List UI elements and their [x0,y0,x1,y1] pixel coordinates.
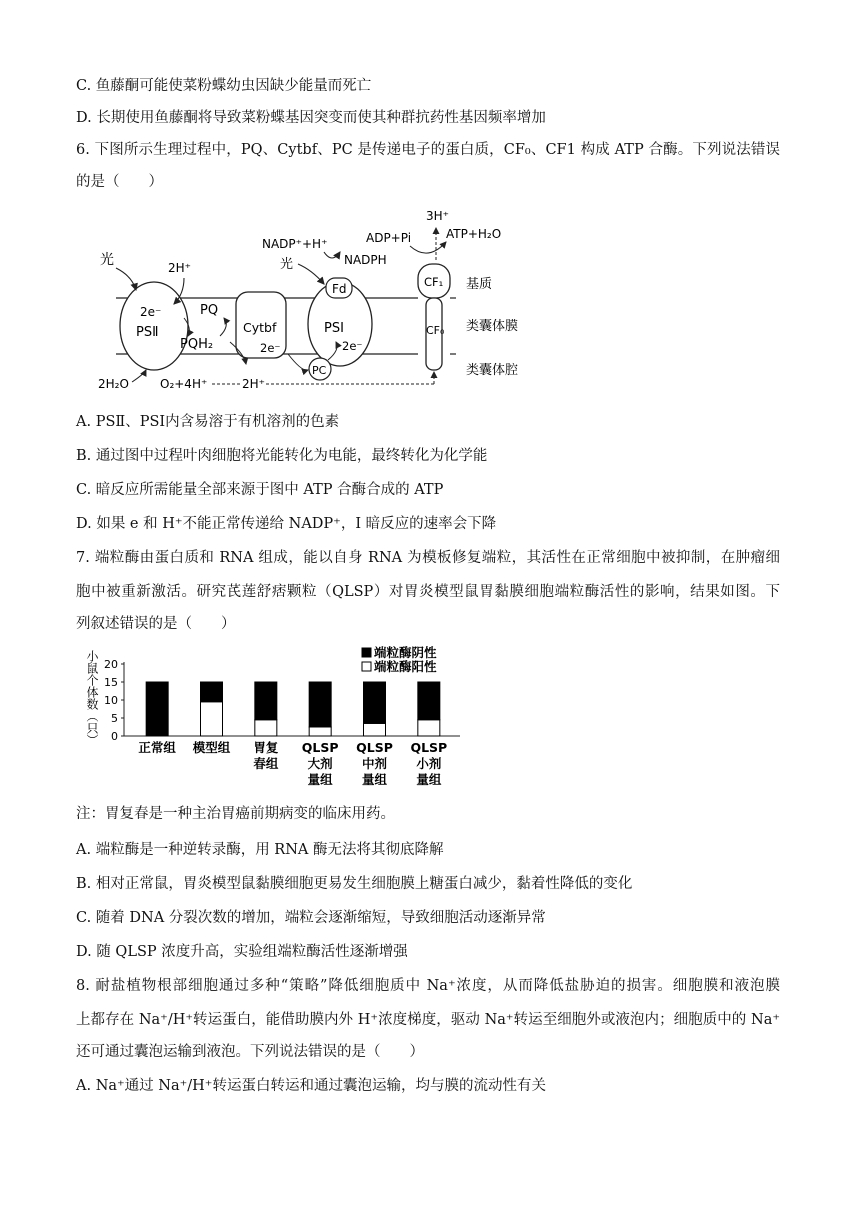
x-tick-label: 模型组 [192,740,231,755]
bar-segment-端粒酶阴性 [364,682,386,723]
x-tick-label: QLSP [301,740,339,755]
bar-segment-端粒酶阳性 [364,723,386,736]
bar-segment-端粒酶阴性 [201,682,223,702]
option-d: D. 随 QLSP 浓度升高，实验组端粒酶活性逐渐增强 [76,944,408,960]
text-line: D. 长期使用鱼藤酮将导致菜粉蝶基因突变而使其种群抗药性基因频率增加 [76,110,546,126]
bar-segment-端粒酶阳性 [255,720,277,736]
x-tick-label: QLSP [356,740,393,755]
option-a: A. PSⅡ、PSⅠ内含易溶于有机溶剂的色素 [76,414,340,430]
legend-swatch [362,662,371,671]
label-cytbf: Cytbf [243,320,277,335]
label-2h-top: 2H⁺ [168,261,191,275]
legend-label: 端粒酶阳性 [374,659,437,674]
x-tick-label: 量组 [307,772,333,787]
legend-label: 端粒酶阴性 [374,645,437,660]
label-pqh2: PQH₂ [180,337,214,352]
y-tick-label: 10 [104,694,118,707]
label-pq: PQ [200,303,219,318]
legend-swatch [362,648,371,657]
question-8-stem: 上都存在 Na⁺/H⁺转运蛋白，能借助膜内外 H⁺浓度梯度，驱动 Na⁺转运至细胞外或液泡内；细胞质中的 Na⁺ [76,1012,780,1028]
option-c: C. 暗反应所需能量全部来源于图中 ATP 合酶合成的 ATP [76,482,444,498]
question-6-stem: 的是（ ） [76,174,163,190]
label-light-1: 光 [100,252,114,268]
y-axis-label [85,650,99,746]
text-line: C. 鱼藤酮可能使菜粉蝶幼虫因缺少能量而死亡 [76,78,372,94]
option-c: C. 随着 DNA 分裂次数的增加，端粒会逐渐缩短，导致细胞活动逐渐异常 [76,910,546,926]
option-b: B. 通过图中过程叶肉细胞将光能转化为电能，最终转化为化学能 [76,448,488,464]
chart-legend [362,645,437,674]
question-6-stem: 6. 下图所示生理过程中，PQ、Cytbf、PC 是传递电子的蛋白质，CF₀、CF1 构成 ATP 合酶。下列说法错误 [76,142,780,158]
chart-note: 注：胃复春是一种主治胃癌前期病变的临床用药。 [76,806,395,822]
label-o2-4h: O₂+4H⁺ [160,377,208,391]
label-atp-h2o: ATP+H₂O [446,227,502,241]
x-tick-label: 大剂 [307,756,333,771]
y-tick-label: 5 [111,712,118,725]
y-tick-label: 0 [111,730,118,743]
option-b: B. 相对正常鼠，胃炎模型鼠黏膜细胞更易发生细胞膜上糖蛋白减少，黏着性降低的变化 [76,876,633,892]
x-tick-label: 正常组 [138,740,176,755]
x-tick-label: 量组 [361,772,388,787]
label-light-2: 光 [280,257,294,272]
label-nadp: NADP⁺+H⁺ [262,237,328,251]
label-stroma: 基质 [466,277,493,292]
bar-segment-端粒酶阳性 [309,727,331,736]
bar-segment-端粒酶阴性 [418,682,440,720]
label-2h2o: 2H₂O [98,377,129,391]
label-ps2: PSⅡ [136,325,159,340]
label-2e-cytbf: 2e⁻ [260,341,281,355]
photosynthesis-diagram [88,204,558,396]
option-d: D. 如果 e 和 H⁺不能正常传递给 NADP⁺，I 暗反应的速率会下降 [76,516,497,532]
bar-segment-端粒酶阴性 [146,682,168,736]
y-tick-label: 15 [104,676,118,689]
label-2e-ps2: 2e⁻ [140,305,162,319]
y-tick-label: 20 [104,658,118,671]
x-tick-label: 春组 [253,756,279,771]
label-nadph: NADPH [344,253,387,267]
question-7-stem: 7. 端粒酶由蛋白质和 RNA 组成，能以自身 RNA 为模板修复端粒，其活性在正常细胞中被抑制，在肿瘤细 [76,550,780,566]
label-cf0: CF₀ [426,324,445,337]
x-tick-label: QLSP [410,740,448,755]
label-2e-ps1: 2e⁻ [342,339,363,353]
label-adp-pi: ADP+Pi [366,231,412,245]
label-thylakoid-membrane: 类囊体膜 [466,319,519,334]
y-axis-label-text: 小鼠个体数（只） [85,650,99,746]
x-tick-label: 胃复 [253,740,279,755]
bar-segment-端粒酶阴性 [255,682,277,720]
x-tick-label: 中剂 [361,756,388,771]
question-7-stem: 胞中被重新激活。研究芪莲舒痞颗粒（QLSP）对胃炎模型鼠胃黏膜细胞端粒酶活性的影响，结果如图。下 [76,584,780,600]
bar-segment-端粒酶阴性 [309,682,331,727]
x-tick-label: 量组 [416,772,442,787]
question-8-stem: 还可通过囊泡运输到液泡。下列说法错误的是（ ） [76,1044,424,1060]
label-2h-bottom: 2H⁺ [242,377,265,391]
label-ps1: PSⅠ [324,321,344,336]
option-a: A. 端粒酶是一种逆转录酶，用 RNA 酶无法将其彻底降解 [76,842,444,858]
label-pc: PC [312,364,327,377]
bar-segment-端粒酶阳性 [201,702,223,736]
label-cf1: CF₁ [424,275,444,289]
x-tick-label: 小剂 [416,756,442,771]
label-3h: 3H⁺ [426,209,449,223]
label-fd: Fd [332,282,347,296]
option-a: A. Na⁺通过 Na⁺/H⁺转运蛋白转运和通过囊泡运输，均与膜的流动性有关 [76,1078,546,1094]
label-thylakoid-lumen: 类囊体腔 [466,363,519,378]
question-7-stem: 列叙述错误的是（ ） [76,616,236,632]
chart-bars [138,682,447,787]
telomerase-bar-chart [80,640,460,800]
bar-segment-端粒酶阳性 [418,720,440,736]
question-8-stem: 8. 耐盐植物根部细胞通过多种“策略”降低细胞质中 Na⁺浓度，从而降低盐胁迫的损害。细胞膜和液泡膜 [76,978,780,994]
